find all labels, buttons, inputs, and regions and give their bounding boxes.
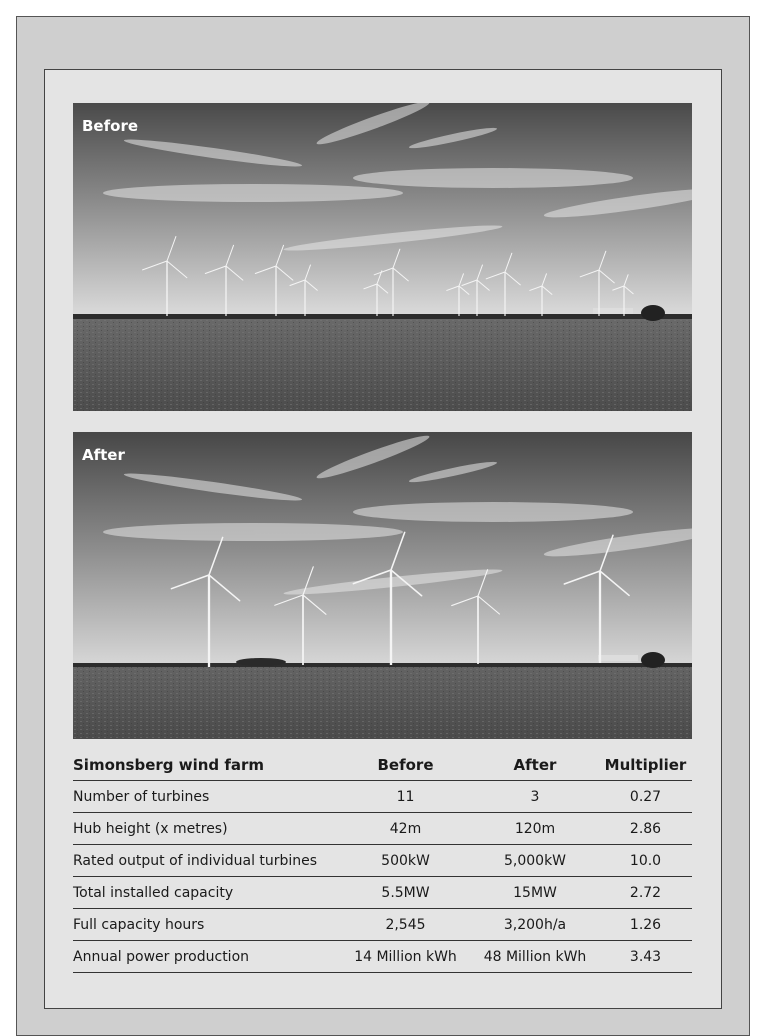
multiplier-value: 3.43 [599,941,692,973]
header-after: After [471,749,599,781]
before-photo [73,103,692,411]
after-value: 120m [471,813,599,845]
before-value: 500kW [340,845,471,877]
table-row [73,877,692,909]
table-row [73,941,692,973]
multiplier-value: 10.0 [599,845,692,877]
row-label: Number of turbines [73,781,340,813]
after-value: 48 Million kWh [471,941,599,973]
row-label: Annual power production [73,941,340,973]
after-label: After [82,446,125,464]
row-label: Hub height (x metres) [73,813,340,845]
header-before: Before [340,749,471,781]
before-value: 14 Million kWh [340,941,471,973]
after-value: 5,000kW [471,845,599,877]
before-value: 2,545 [340,909,471,941]
comparison-table [73,749,692,973]
after-photo [73,432,692,739]
table-row [73,781,692,813]
before-value: 42m [340,813,471,845]
before-value: 5.5MW [340,877,471,909]
after-value: 3 [471,781,599,813]
header-multiplier: Multiplier [599,749,692,781]
table-row [73,909,692,941]
row-label: Full capacity hours [73,909,340,941]
after-photo-image [73,432,692,739]
before-photo-image [73,103,692,411]
header-farm: Simonsberg wind farm [73,749,340,781]
table-header-row [73,749,692,781]
row-label: Rated output of individual turbines [73,845,340,877]
multiplier-value: 1.26 [599,909,692,941]
multiplier-value: 2.72 [599,877,692,909]
after-value: 15MW [471,877,599,909]
after-value: 3,200h/a [471,909,599,941]
before-label: Before [82,117,139,135]
table-row [73,845,692,877]
row-label: Total installed capacity [73,877,340,909]
multiplier-value: 0.27 [599,781,692,813]
multiplier-value: 2.86 [599,813,692,845]
before-value: 11 [340,781,471,813]
table-row [73,813,692,845]
